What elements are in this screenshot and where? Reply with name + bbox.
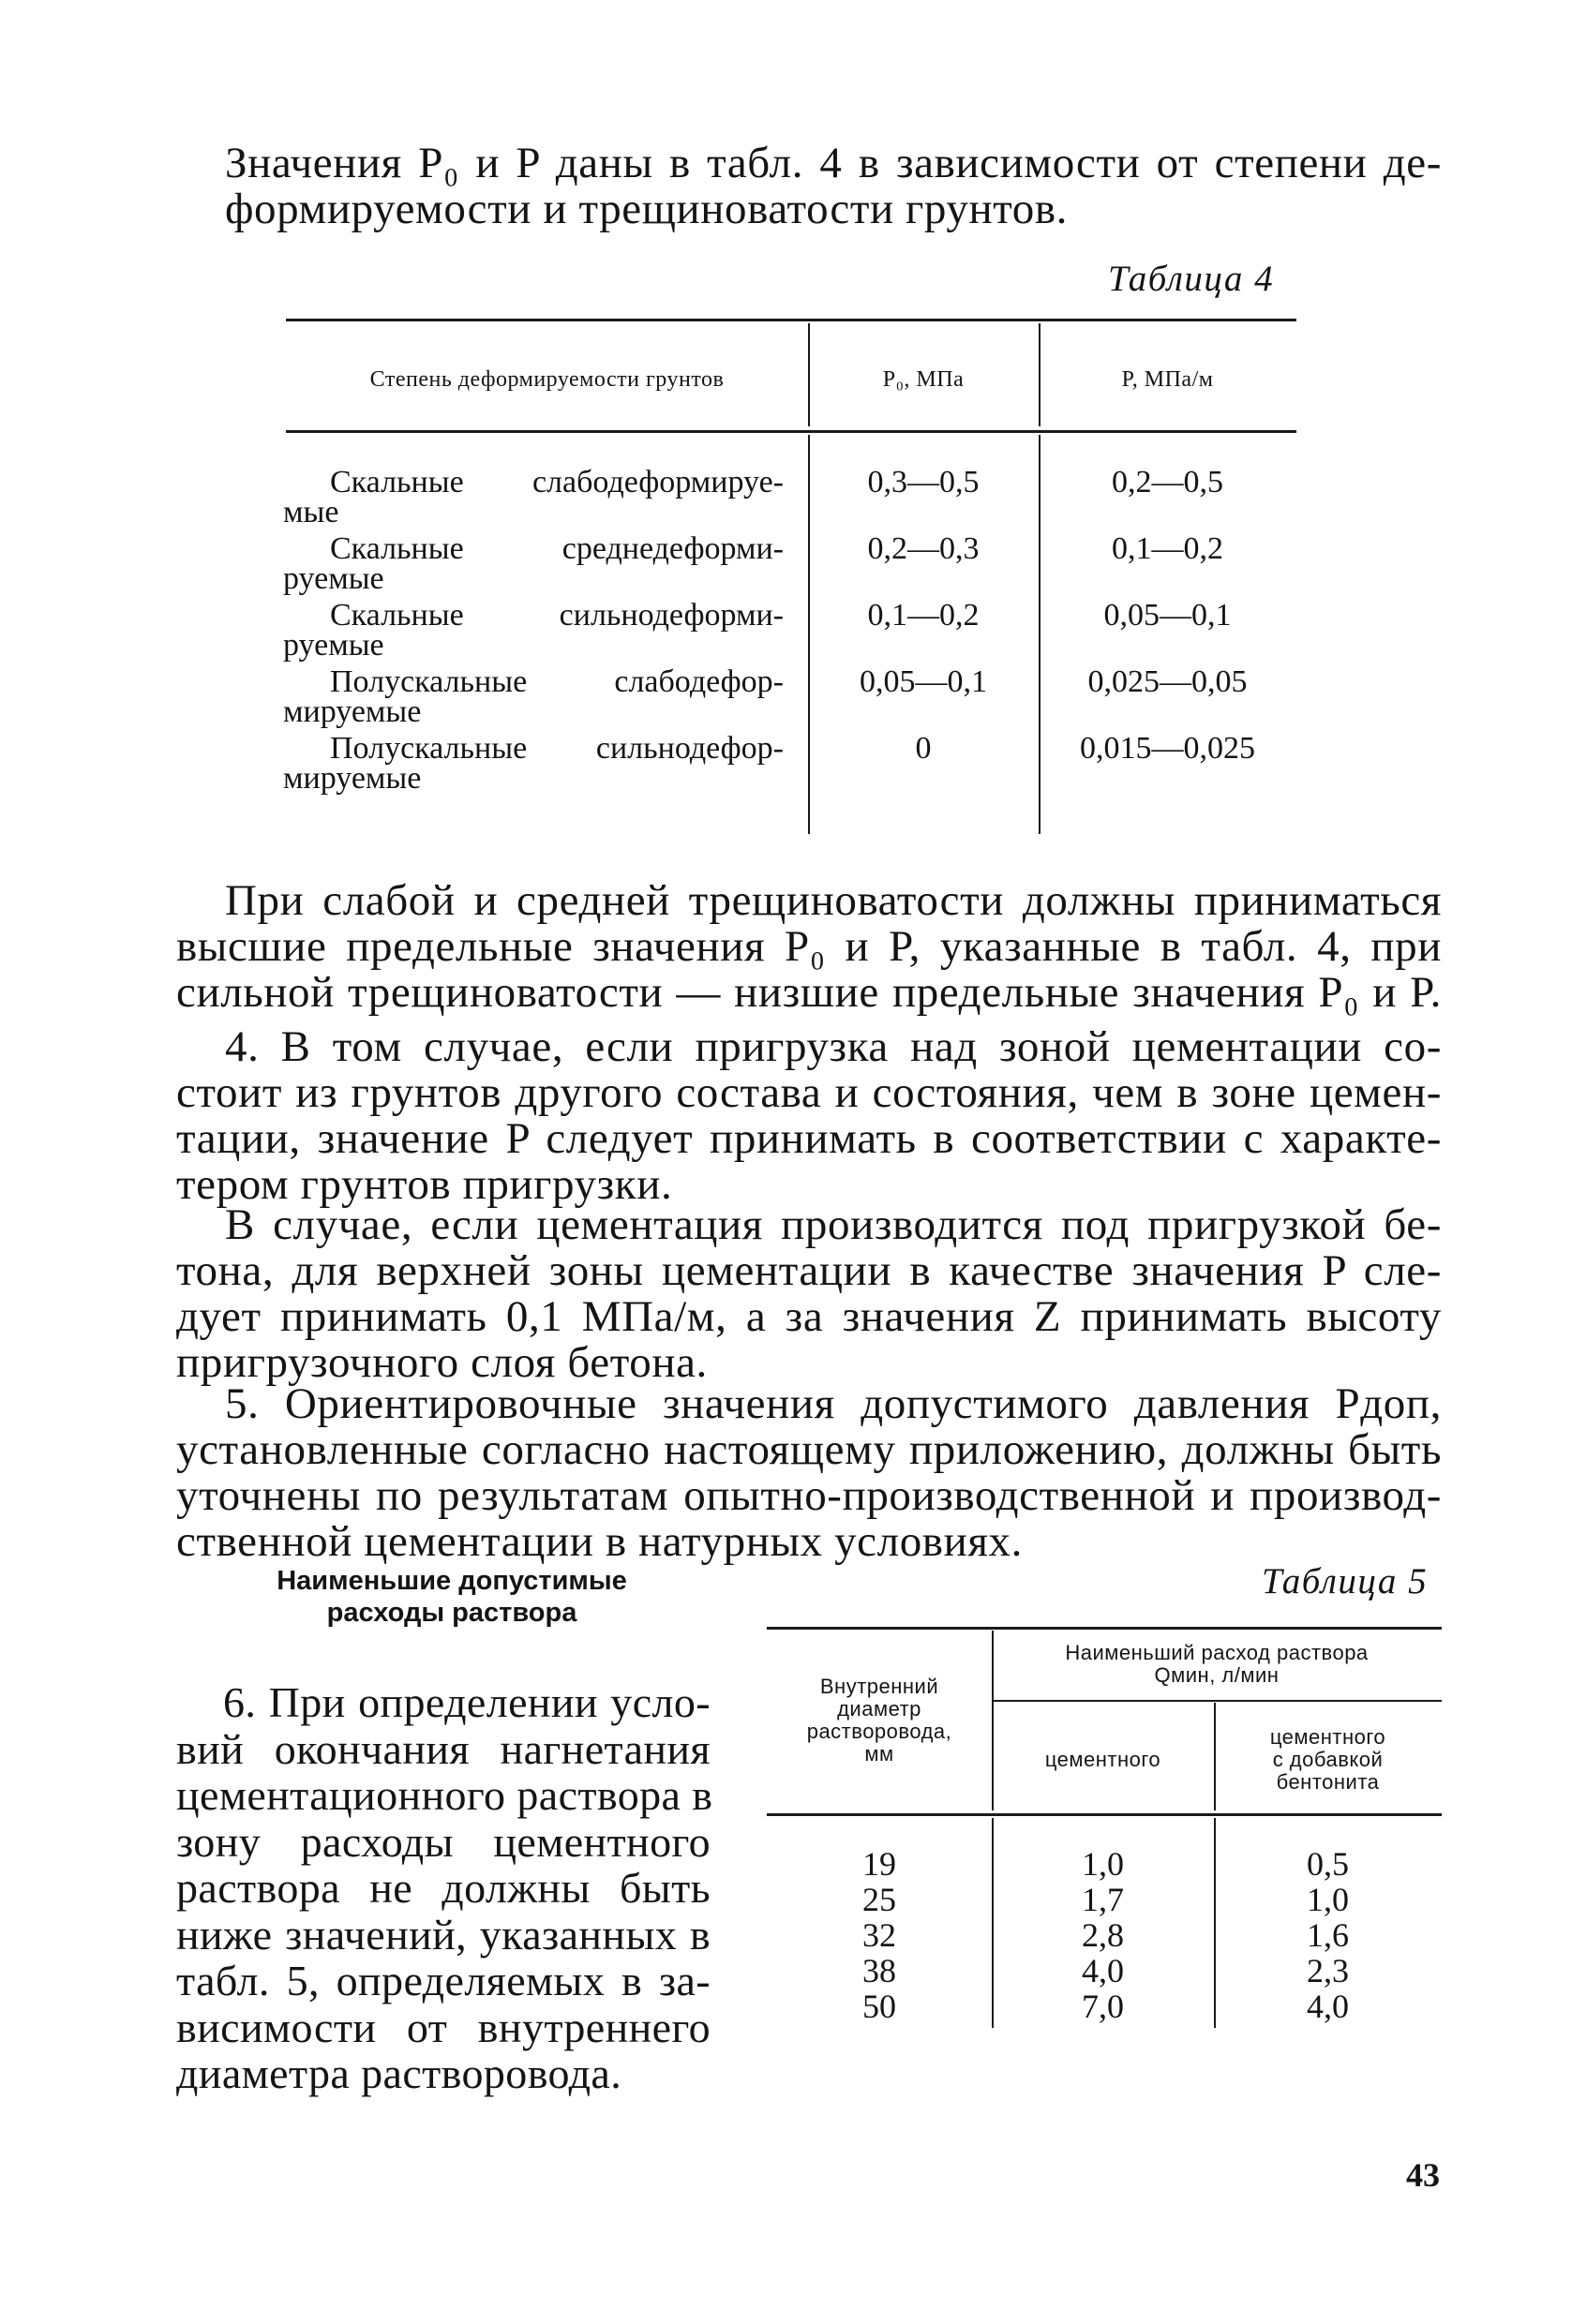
table4-cell-p: 0,025—0,05 bbox=[1087, 664, 1248, 699]
table5-header-bentonite: цементного с добавкой бентонита bbox=[1269, 1725, 1386, 1794]
table4-row-name: Скальные слабодеформируе- мые bbox=[283, 465, 784, 529]
section6-heading: Наименьшие допустимые расходы раствора bbox=[277, 1566, 627, 1628]
table4-caption: Таблица 4 bbox=[1108, 259, 1275, 299]
table4-cell-p0: 0,05—0,1 bbox=[860, 664, 987, 699]
table5-header-cement: цементного bbox=[1044, 1748, 1161, 1771]
table5-header-rule bbox=[767, 1813, 1442, 1816]
table4-header-p: P, МПа/м bbox=[1121, 367, 1214, 392]
paragraph-4: 4. В том случае, если пригрузка над зоной цементации со- стоит из грунтов другого состава и состояния, чем в зоне цемен- тации, значение P следует принимать в соответствии с характе- тером грунтов пригрузки. bbox=[176, 1022, 1442, 1209]
table5-top-rule bbox=[767, 1627, 1442, 1630]
intro-line: Значения P₀ и P даны в табл. 4 в зависимости от степени де- bbox=[225, 139, 1442, 187]
page-number: 43 bbox=[1406, 2156, 1440, 2194]
paragraph-fracturing: При слабой и средней трещиноватости должны приниматься высшие предельные значения P₀ и P, указанные в табл. 4, при сильной трещиноватости — низшие предельные значения P₀ и P. bbox=[176, 876, 1442, 1017]
table5-col-bentonite bbox=[1214, 1846, 1442, 2024]
table4-row-name: Полускальные слабодефор- мируемые bbox=[283, 664, 784, 729]
table5-cell: 4,0 bbox=[1082, 1952, 1124, 1989]
table5-cell: 0,5 bbox=[1307, 1845, 1349, 1883]
table5-cell: 4,0 bbox=[1307, 1988, 1349, 2025]
table4-cell-p0: 0,3—0,5 bbox=[867, 465, 980, 499]
table4-row-name: Скальные сильнодеформи- руемые bbox=[283, 598, 784, 663]
table5-cell: 50 bbox=[862, 1988, 896, 2025]
table4-header-name: Степень деформируемости грунтов bbox=[369, 367, 725, 392]
table5-col-diameter bbox=[767, 1846, 992, 2024]
table5-cell: 2,3 bbox=[1307, 1952, 1349, 1989]
table5-cell: 19 bbox=[862, 1845, 896, 1883]
intro-line: формируемости и трещиноватости грунтов. bbox=[225, 185, 1069, 233]
table5-cell: 7,0 bbox=[1082, 1988, 1124, 2025]
table4-cell-p0: 0 bbox=[915, 731, 932, 766]
table4-row-name: Полускальные сильнодефор- мируемые bbox=[283, 731, 784, 796]
intro-paragraph bbox=[225, 141, 1442, 232]
table5-col-cement bbox=[992, 1846, 1214, 2024]
table5-cell: 38 bbox=[862, 1952, 896, 1989]
table5-cell: 1,0 bbox=[1307, 1881, 1349, 1918]
paragraph-6: 6. При определении усло- вий окончания нагнетания цементационного раствора в зону расходы цементного раствора не должны быть ниже значений, указанных в табл. 5, определяемых в за- висимости от внутреннего диаметра растворовода. bbox=[176, 1678, 713, 2097]
paragraph-concrete: В случае, если цементация производится под пригрузкой бе- тона, для верхней зоны цементации в качестве значения P сле- дует принимать 0,1 МПа/м, а за значения Z принимать высоту пригрузочного слоя бетона. bbox=[176, 1200, 1442, 1387]
table5-group-rule bbox=[992, 1700, 1442, 1702]
table5-cell: 25 bbox=[862, 1881, 896, 1918]
table4-header-rule bbox=[286, 430, 1296, 433]
table5-caption: Таблица 5 bbox=[1262, 1561, 1429, 1601]
table4-cell-p: 0,2—0,5 bbox=[1112, 465, 1223, 499]
table5-header-diameter: Внутренний диаметр растворовода, мм bbox=[806, 1675, 952, 1765]
paragraph-5: 5. Ориентировочные значения допустимого давления Pдоп, установленные согласно настоящему приложению, должны быть уточнены по результатам опытно-производственной и производ- ственной цементации в натурных условиях. bbox=[176, 1379, 1442, 1566]
table5-header-group: Наименьший расход раствора Qмин, л/мин bbox=[1065, 1641, 1369, 1687]
table5-cell: 2,8 bbox=[1082, 1916, 1124, 1954]
table4-cell-p: 0,015—0,025 bbox=[1080, 731, 1255, 766]
table4-cell-p0: 0,2—0,3 bbox=[867, 531, 980, 566]
table5-cell: 32 bbox=[862, 1916, 896, 1954]
table5-cell: 1,0 bbox=[1082, 1845, 1124, 1883]
table5-cell: 1,6 bbox=[1307, 1916, 1349, 1954]
table4-cell-p: 0,05—0,1 bbox=[1103, 598, 1232, 633]
table5-cell: 1,7 bbox=[1082, 1881, 1124, 1918]
table4-header-p0: P₀, МПа bbox=[882, 367, 965, 392]
table4-cell-p: 0,1—0,2 bbox=[1112, 531, 1223, 566]
table4-cell-p0: 0,1—0,2 bbox=[867, 598, 980, 633]
table4-top-rule bbox=[286, 319, 1296, 321]
table4-row-name: Скальные среднедеформи- руемые bbox=[283, 531, 784, 596]
